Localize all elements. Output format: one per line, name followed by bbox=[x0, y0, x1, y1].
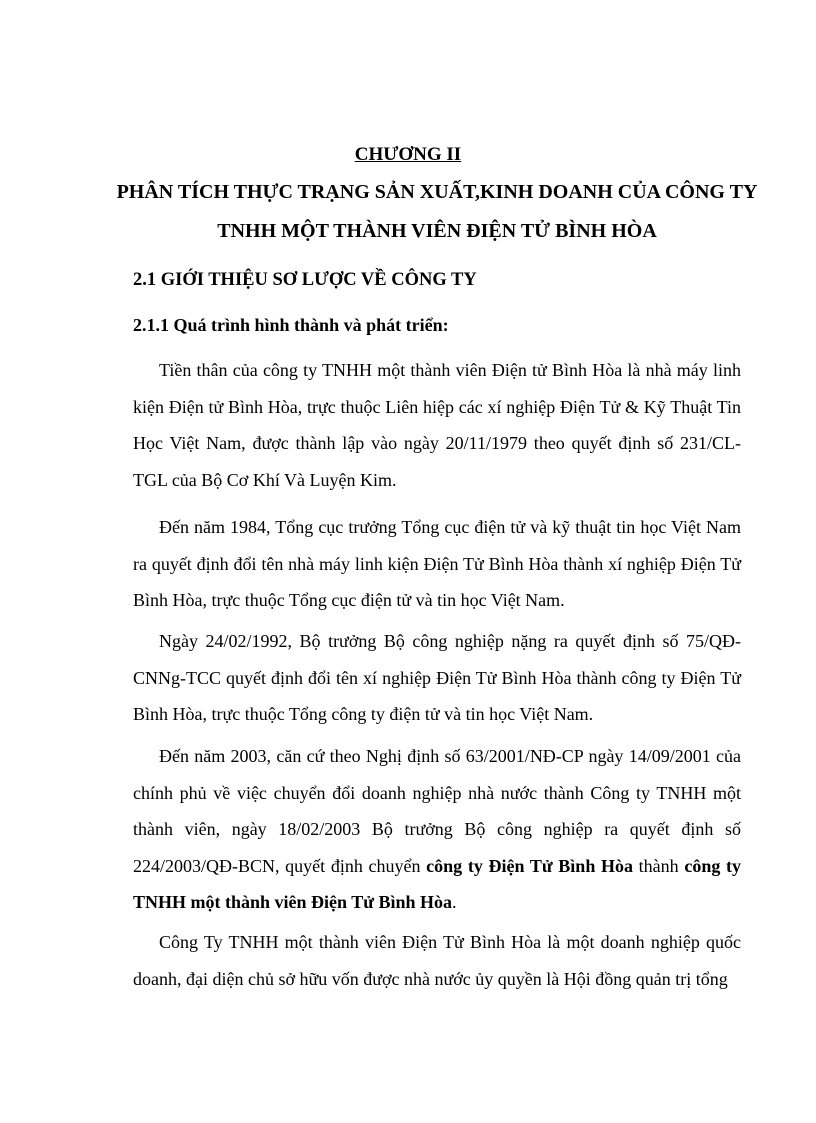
section-heading: 2.1 GIỚI THIỆU SƠ LƯỢC VỀ CÔNG TY bbox=[133, 270, 477, 290]
subsection-heading: 2.1.1 Quá trình hình thành và phát triển: bbox=[133, 315, 449, 335]
paragraph-2: Đến năm 1984, Tổng cục trưởng Tổng cục điện tử và kỹ thuật tin học Việt Nam ra quyết định đổi tên nhà máy linh kiện Điện Tử Bình Hòa thành xí nghiệp Điện Tử Bình Hòa, trực thuộc Tổng cục điện tử và tin học Việt Nam. bbox=[133, 517, 741, 610]
chapter-title-line-2: TNHH MỘT THÀNH VIÊN ĐIỆN TỬ BÌNH HÒA bbox=[217, 220, 657, 242]
paragraph-5: Công Ty TNHH một thành viên Điện Tử Bình Hòa là một doanh nghiệp quốc doanh, đại diện chủ sở hữu vốn được nhà nước ủy quyền là Hội đồng quản trị tổng bbox=[133, 932, 741, 989]
paragraph-4-connector: thành bbox=[633, 855, 685, 876]
paragraph-4-end: . bbox=[452, 892, 457, 912]
paragraph-4-bold-new-name: công ty TNHH một thành viên Điện Tử Bình Hòa bbox=[133, 855, 741, 912]
paragraph-1: Tiền thân của công ty TNHH một thành viên Điện tử Bình Hòa là nhà máy linh kiện Điện tử Bình Hòa, trực thuộc Liên hiệp các xí nghiệp Điện Tử & Kỹ Thuật Tin Học Việt Nam, được thành lập vào ngày 20/11/1979 theo quyết định số 231/CL-TGL của Bộ Cơ Khí Và Luyện Kim. bbox=[133, 360, 741, 490]
chapter-heading: CHƯƠNG II bbox=[354, 144, 462, 165]
paragraph-4-text: Đến năm 2003, căn cứ theo Nghị định số 63/2001/NĐ-CP ngày 14/09/2001 của chính phủ về việc chuyển đổi doanh nghiệp nhà nước thành Công ty TNHH một thành viên, ngày 18/02/2003 Bộ trưởng Bộ công nghiệp ra quyết định số 224/2003/QĐ-BCN, quyết định chuyển bbox=[133, 746, 741, 876]
paragraph-3: Ngày 24/02/1992, Bộ trưởng Bộ công nghiệp nặng ra quyết định số 75/QĐ-CNNg-TCC quyết định đổi tên xí nghiệp Điện Tử Bình Hòa thành công ty Điện Tử Bình Hòa, trực thuộc Tổng công ty điện tử và tin học Việt Nam. bbox=[133, 631, 741, 724]
paragraph-4 bbox=[133, 738, 741, 921]
chapter-title-line-1: PHÂN TÍCH THỰC TRẠNG SẢN XUẤT,KINH DOANH CỦA CÔNG TY bbox=[116, 181, 758, 203]
paragraph-4-bold-old-name: công ty Điện Tử Bình Hòa bbox=[426, 855, 633, 876]
